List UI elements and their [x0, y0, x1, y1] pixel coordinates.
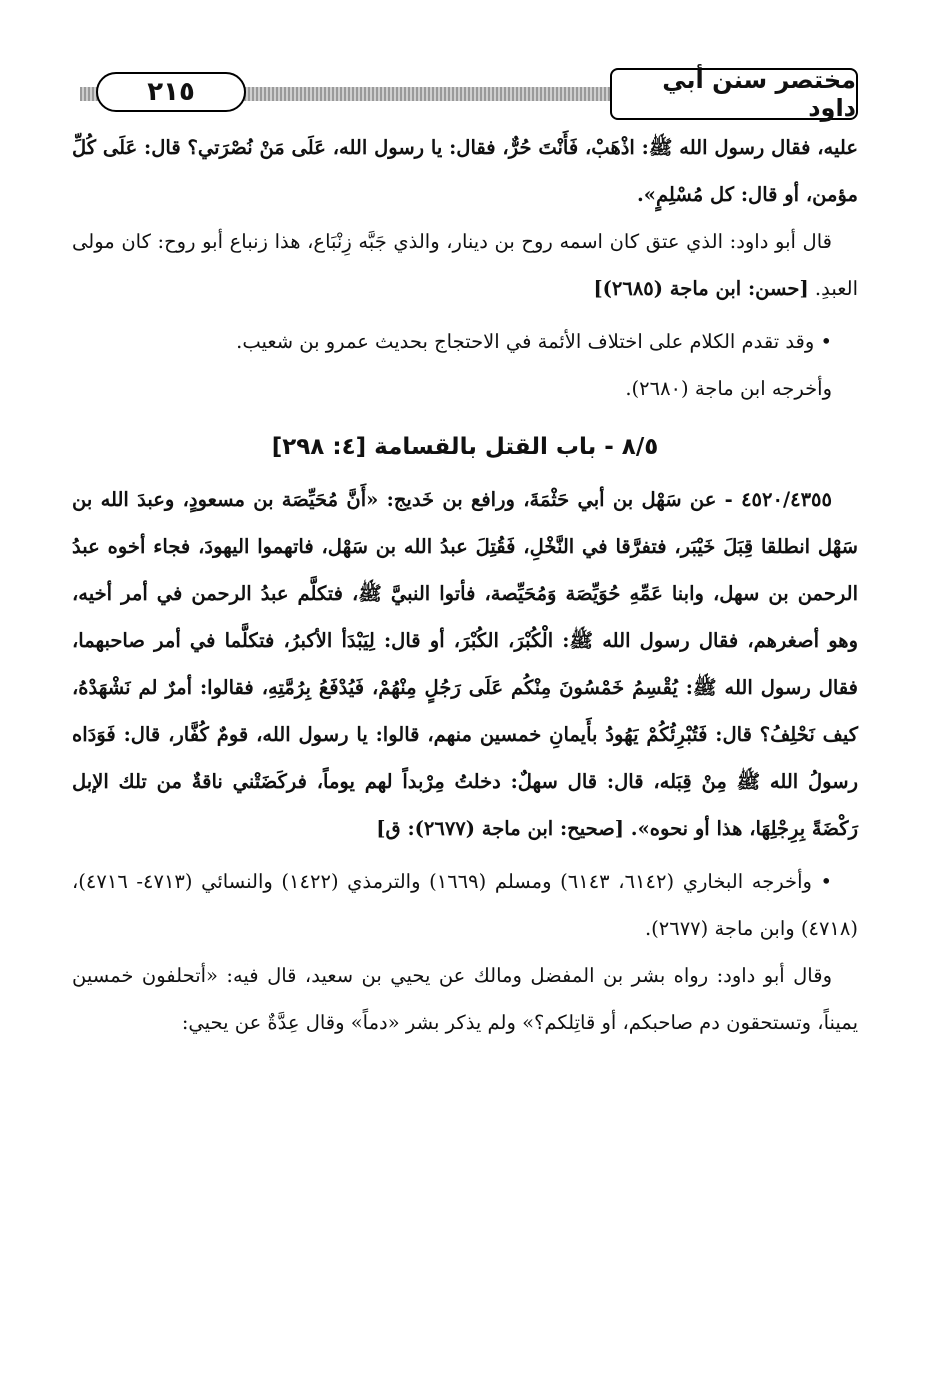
page-body	[72, 124, 858, 1046]
footnote-2: وأخرجه ابن ماجة (٢٦٨٠).	[625, 377, 832, 400]
book-title: مختصر سنن أبي داود	[610, 68, 858, 120]
grading-reference: [حسن: ابن ماجة (٢٦٨٥)]	[593, 277, 809, 300]
abu-dawud-comment	[72, 218, 858, 312]
footnote-3: • وأخرجه البخاري (٦١٤٢، ٦١٤٣) ومسلم (١٦٦٩) والترمذي (١٤٢٢) والنسائي (٤٧١٣- ٤٧١٦)، (٤٧١٨) وابن ماجة (٢٦٧٧).	[72, 870, 858, 940]
hadith-continuation: عليه، فقال رسول الله ﷺ: اذْهَبْ، فَأَنْتَ حُرٌّ، فقال: يا رسول الله، عَلَى مَنْ نُصْرَتي؟ قال: عَلَى كُلِّ مؤمن، أو قال: كل مُسْلِمٍ».	[72, 136, 858, 206]
hadith-4520	[72, 476, 858, 852]
comment-text: قال أبو داود: الذي عتق كان اسمه روح بن دينار، والذي جَبَّه زِنْبَاع، هذا زنباع أبو روح: كان مولى العبدِ.	[72, 230, 858, 300]
chapter-heading: ٨/٥ - باب القتل بالقسامة [٤: ٢٩٨]	[271, 434, 659, 460]
page-number: ٢١٥	[96, 72, 246, 112]
hadith-grading: [صحيح: ابن ماجة (٢٦٧٧): ق]	[376, 817, 624, 840]
hadith-number: ٤٥٢٠/٤٣٥٥ -	[724, 488, 832, 511]
hadith-text: عن سَهْل بن أبي حَثْمَةَ، ورافع بن خَديج: «أَنَّ مُحَيِّصَة بن مسعودٍ، وعبدَ الله بن سَهْل انطلقا قِبَلَ خَيْبَر، فتفرَّقا في النَّخْلِ، فَقُتِلَ عبدُ الله بن سَهْل، فاتهموا اليهودَ، فجاء أخوه عبدُ الرحمن بن سهل، وابنا عَمِّهِ حُوَيِّصَة وَمُحَيِّصة، فأتوا النبيَّ ﷺ، فتكلَّم عبدُ الرحمن في أمر أخيه، وهو أصغرهم، فقال رسول الله ﷺ: الْكُبْرَ، الكُبْرَ، أو قال: لِيَبْدَأ الأكبرُ، فتكلَّما في أمر صاحبهما، فقال رسول الله ﷺ: يُقْسِمُ خَمْسُونَ مِنْكُم عَلَى رَجُلٍ مِنْهُمْ، فَيُدْفَعُ بِرُمَّتِهِ، فقالوا: أمرٌ لم نَشْهَدْهُ، كيف نَحْلِفُ؟ قال: فَتُبْرِئُكُمْ يَهُودُ بأَيمانِ خمسين منهم، قالوا: يا رسول الله، قومٌ كُفَّار، قال: فَوَدَاه رسولُ الله ﷺ مِنْ قِبَله، قال: قال سهلٌ: دخلتُ مِرْبداً لهم يوماً، فركَضَتْني ناقةٌ من تلك الإبل رَكْضَةً بِرِجْلِهَا، هذا أو نحوه».	[72, 488, 858, 840]
page-header	[80, 68, 858, 124]
closing-paragraph: وقال أبو داود: رواه بشر بن المفضل ومالك عن يحيي بن سعيد، قال فيه: «أتحلفون خمسين يميناً، وتستحقون دم صاحبكم، أو قاتِلكم؟» ولم يذكر بشر «دماً» وقال عِدَّةٌ عن يحيي:	[72, 964, 858, 1034]
footnote-1: • وقد تقدم الكلام على اختلاف الأئمة في الاحتجاج بحديث عمرو بن شعيب.	[236, 330, 832, 353]
